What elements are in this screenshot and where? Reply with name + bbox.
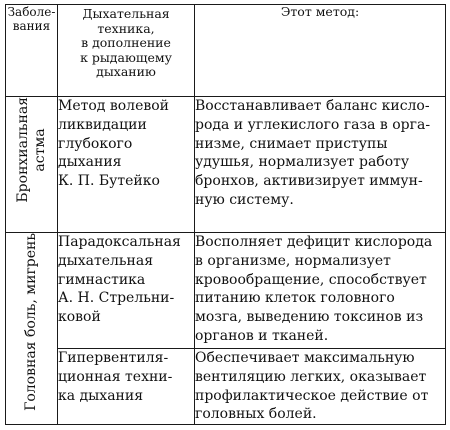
header-technique-line: Дыхательная	[82, 6, 170, 21]
disease-label	[15, 97, 49, 203]
technique-cell	[58, 349, 195, 425]
technique-line: Гипервентиля-	[58, 350, 169, 366]
technique-line: гимнастика	[58, 271, 146, 288]
effect-line: кровообращение, способствует	[195, 271, 427, 288]
breathing-techniques-table	[5, 4, 446, 425]
effect-line: Восстанавливает баланс кисло-	[195, 98, 430, 114]
technique-cell	[58, 233, 195, 349]
technique-line: ционная техни-	[58, 368, 173, 385]
technique-line: ликвидации	[58, 116, 147, 133]
technique-line: Парадоксальная	[58, 234, 181, 250]
effect-line: низме, снимает приступы	[195, 135, 388, 152]
technique-line: К. П. Бутейко	[58, 173, 160, 190]
effect-line: Восполняет дефицит кислорода	[195, 234, 433, 250]
disease-cell-headache	[6, 233, 58, 425]
technique-line: Метод волевой	[58, 98, 169, 114]
table-row	[6, 97, 446, 233]
header-technique-line: к рыдающему	[80, 49, 172, 65]
technique-line: ка дыхания	[58, 387, 144, 404]
technique-line: дыхания	[58, 154, 122, 171]
effect-line: органов и тканей.	[195, 327, 329, 344]
header-diseases-line: Заболе-	[7, 5, 56, 19]
effect-cell	[195, 349, 446, 425]
effect-line: ную систему.	[195, 191, 294, 208]
table-row	[6, 233, 446, 349]
header-effect: Этот метод:	[195, 5, 446, 97]
table-row	[6, 349, 446, 425]
header-technique-line: техника,	[97, 20, 155, 36]
disease-cell-asthma	[6, 97, 58, 233]
disease-label-line: Бронхиальная	[14, 97, 31, 203]
effect-cell	[195, 233, 446, 349]
technique-line: дыхательная	[58, 252, 154, 269]
technique-line: глубокого	[58, 135, 133, 152]
effect-line: в организме, нормализует	[195, 252, 391, 269]
technique-cell	[58, 97, 195, 233]
technique-line: А. Н. Стрельни-	[58, 290, 175, 307]
effect-line: головных болей.	[195, 406, 317, 423]
effect-line: мозга, выведению токсинов из	[195, 309, 424, 326]
disease-label-line: Головная боль, мигрень	[23, 233, 39, 411]
header-technique-line: дыханию	[96, 64, 156, 79]
effect-line: профилактическое действие от	[195, 387, 429, 404]
effect-line: бронхов, активизирует иммун-	[195, 173, 423, 190]
technique-line: ковой	[58, 309, 101, 326]
header-diseases-line: вания	[12, 19, 51, 33]
header-technique	[58, 5, 195, 97]
disease-label	[23, 233, 40, 411]
header-technique-line: в дополнение	[81, 35, 171, 50]
disease-label-line: астма	[31, 128, 48, 172]
effect-line: рода и углекислого газа в орга-	[195, 116, 431, 133]
header-row	[6, 5, 446, 97]
header-diseases	[6, 5, 58, 97]
effect-line: питанию клеток головного	[195, 290, 395, 307]
effect-cell	[195, 97, 446, 233]
effect-line: удушья, нормализует работу	[195, 154, 410, 171]
effect-line: Обеспечивает максимальную	[195, 350, 415, 366]
effect-line: вентиляцию легких, оказывает	[195, 368, 427, 385]
